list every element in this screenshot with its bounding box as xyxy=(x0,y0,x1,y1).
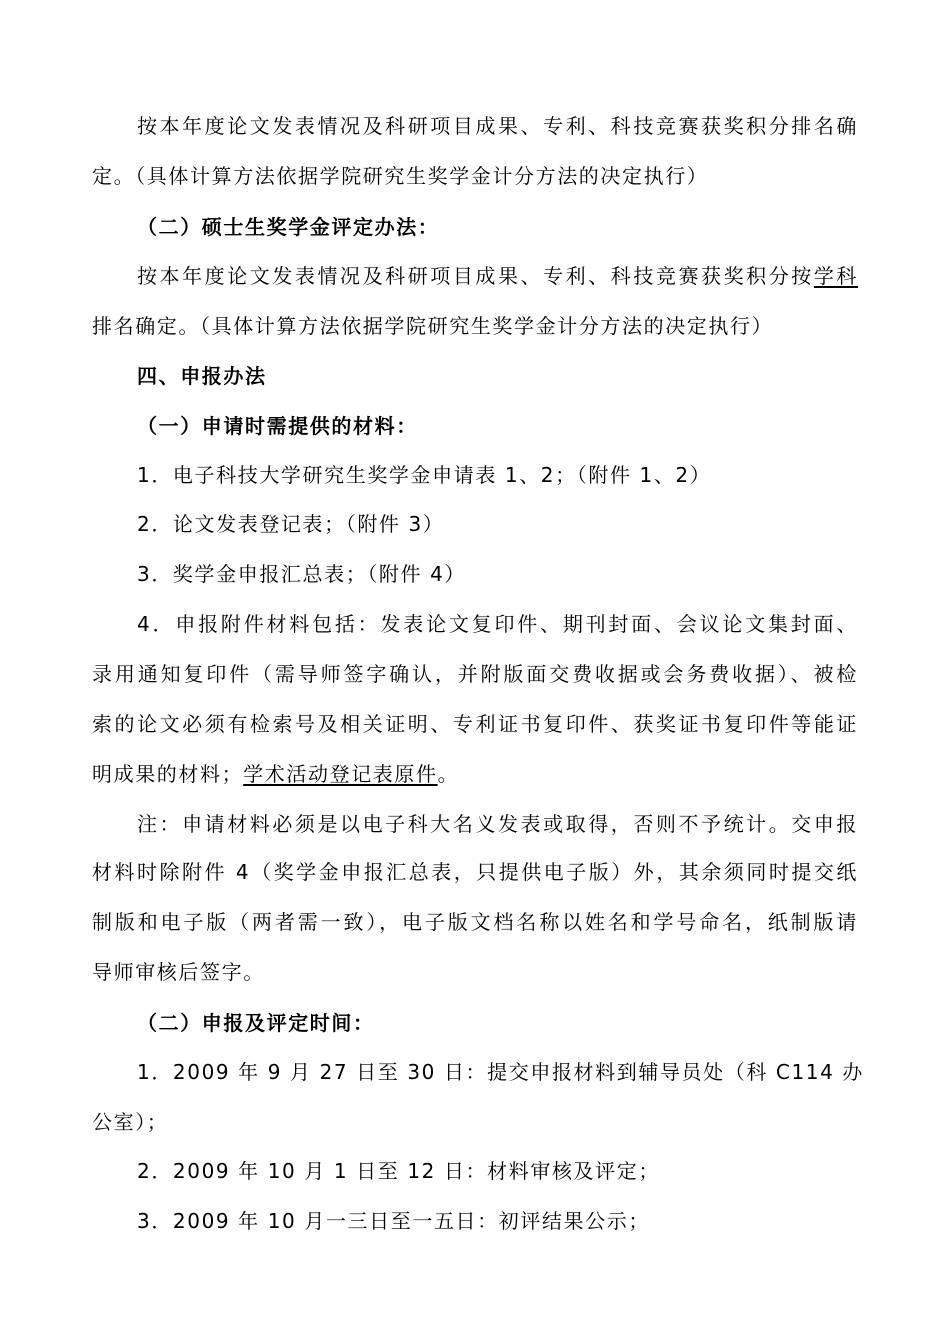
section-heading: （二）硕士生奖学金评定办法： xyxy=(137,215,440,239)
paragraph-line: 录用通知复印件（需导师签字确认，并附版面交费收据或会务费收据）、被检 xyxy=(92,662,858,686)
note-line: 制版和电子版（两者需一致），电子版文档名称以姓名和学号命名，纸制版请 xyxy=(92,910,858,934)
underlined-text: 学术活动登记表原件 xyxy=(243,762,438,786)
paragraph-line: 索的论文必须有检索号及相关证明、专利证书复印件、获奖证书复印件等能证 xyxy=(92,712,858,736)
list-item: 2．2009 年 10 月 1 日至 12 日：材料审核及评定； xyxy=(137,1159,660,1183)
line-text: 明成果的材料； xyxy=(92,762,244,786)
list-item: 3．2009 年 10 月一三日至一五日：初评结果公示； xyxy=(137,1209,650,1233)
paragraph-line: 排名确定。（具体计算方法依据学院研究生奖学金计分方法的决定执行） xyxy=(92,314,774,338)
underlined-text: 学科 xyxy=(813,264,859,288)
section-heading: （二）申报及评定时间： xyxy=(137,1011,375,1035)
list-item: 4．申报附件材料包括：发表论文复印件、期刊封面、会议论文集封面、 xyxy=(137,612,858,636)
paragraph-line: 定。（具体计算方法依据学院研究生奖学金计分方法的决定执行） xyxy=(92,164,709,188)
section-heading: （一）申请时需提供的材料： xyxy=(137,414,418,438)
list-item: 3．奖学金申报汇总表；（附件 4） xyxy=(137,562,467,586)
list-item: 1．电子科技大学研究生奖学金申请表 1、2；（附件 1、2） xyxy=(137,463,712,487)
line-text: 。 xyxy=(437,762,460,786)
note-line: 导师审核后签字。 xyxy=(92,960,265,984)
line-text: 按本年度论文发表情况及科研项目成果、专利、科技竞赛获奖积分按 xyxy=(137,264,814,288)
note-line: 注：申请材料必须是以电子科大名义发表或取得，否则不予统计。交申报 xyxy=(137,812,858,836)
paragraph-line: 公室）； xyxy=(92,1110,169,1134)
paragraph-line: 按本年度论文发表情况及科研项目成果、专利、科技竞赛获奖积分排名确 xyxy=(137,114,858,138)
paragraph-line xyxy=(92,758,858,790)
list-item: 1．2009 年 9 月 27 日至 30 日：提交申报材料到辅导员处（科 C114 办 xyxy=(137,1060,865,1084)
paragraph-line xyxy=(137,260,858,292)
note-line: 材料时除附件 4（奖学金申报汇总表，只提供电子版）外，其余须同时提交纸 xyxy=(92,860,858,884)
list-item: 2．论文发表登记表；（附件 3） xyxy=(137,512,445,536)
section-heading: 四、申报办法 xyxy=(137,364,267,388)
